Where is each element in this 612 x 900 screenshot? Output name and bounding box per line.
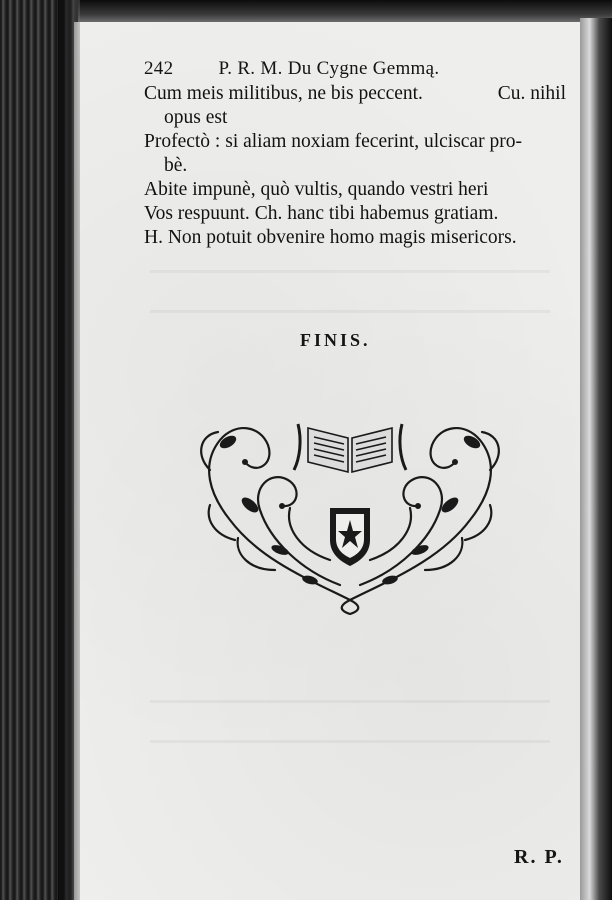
line-text: Abite impunè, quò vultis, quando vestri heri — [144, 179, 489, 200]
page-number: 242 — [144, 58, 174, 79]
text-line — [144, 154, 574, 178]
running-title: P. R. M. Du Cygne Gemmą. — [218, 58, 440, 79]
line-text: bè. — [164, 155, 188, 176]
text-line — [144, 178, 574, 202]
text-block — [144, 82, 574, 250]
text-line — [144, 106, 574, 130]
line-text: Profectò : si aliam noxiam fecerint, ulciscar pro- — [144, 131, 522, 152]
text-line — [144, 226, 574, 250]
show-through-line — [150, 310, 550, 313]
text-line — [144, 82, 574, 106]
show-through-line — [150, 700, 550, 703]
line-text: Vos respuunt. — [144, 203, 250, 224]
line-text: opus est — [164, 107, 228, 128]
book-top-edge — [0, 0, 612, 24]
text-line — [144, 202, 574, 226]
finis-heading: FINIS. — [300, 330, 371, 350]
line-text: Cum meis militibus, ne bis peccent. — [144, 83, 423, 104]
line-text: H. — [144, 227, 163, 248]
line-speaker: Cu. nihil — [497, 83, 566, 104]
running-head — [144, 58, 544, 80]
floral-book-star-ornament-icon — [190, 410, 510, 615]
show-through-line — [150, 270, 550, 273]
book-right-edge — [580, 18, 612, 900]
line-speaker: Ch. hanc tibi habemus gratiam. — [254, 203, 499, 224]
line-text: Non potuit obvenire homo magis misericors. — [167, 227, 517, 248]
signature-mark: R. P. — [514, 846, 564, 868]
gutter-shadow — [58, 0, 80, 900]
show-through-line — [150, 740, 550, 743]
text-line — [144, 130, 574, 154]
